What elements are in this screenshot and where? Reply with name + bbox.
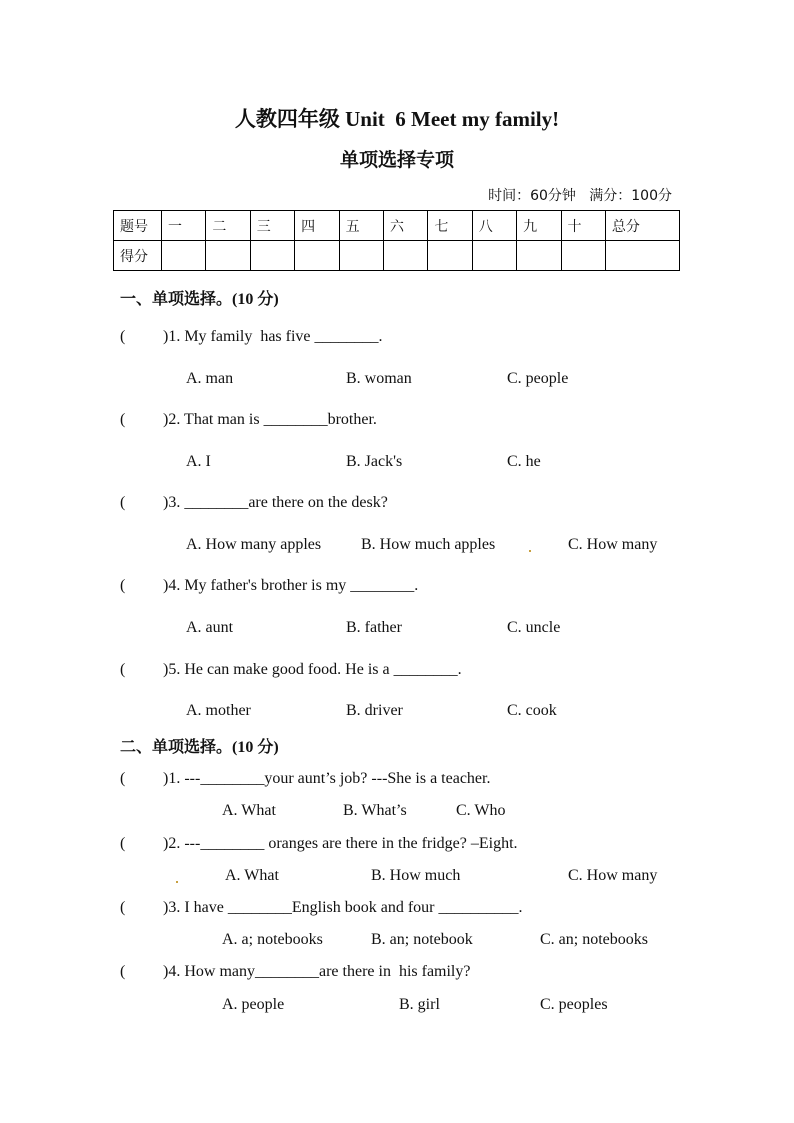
option-c: C. How many: [568, 536, 658, 553]
time-info: 时间：60分钟 满分：100分: [488, 188, 672, 204]
stray-dot: [529, 550, 531, 552]
score-cell[interactable]: [206, 241, 250, 271]
option-a: A. What: [225, 867, 279, 884]
option-c: C. an; notebooks: [540, 931, 648, 948]
page-subtitle: 单项选择专项: [339, 150, 454, 171]
score-cell[interactable]: [561, 241, 605, 271]
score-cell[interactable]: [383, 241, 427, 271]
option-a: A. man: [186, 370, 234, 387]
option-a: A. mother: [186, 702, 251, 719]
score-table-col: 四: [295, 211, 339, 241]
score-cell[interactable]: [472, 241, 516, 271]
question-text: )1. My family has five ________.: [163, 328, 383, 345]
score-cell[interactable]: [162, 241, 206, 271]
option-c: C. uncle: [507, 619, 561, 636]
question-text: )2. That man is ________brother.: [163, 411, 377, 428]
answer-paren[interactable]: (: [120, 899, 126, 916]
score-cell[interactable]: [250, 241, 294, 271]
option-b: B. an; notebook: [371, 931, 473, 948]
option-b: B. father: [346, 619, 402, 636]
option-b: B. woman: [346, 370, 412, 387]
question-text: )3. ________are there on the desk?: [163, 494, 388, 511]
score-table-col: 二: [206, 211, 250, 241]
stray-dot: [176, 881, 178, 883]
score-cell[interactable]: [339, 241, 383, 271]
question-text: )4. My father's brother is my ________.: [163, 577, 419, 594]
option-b: B. girl: [399, 996, 440, 1013]
question-text: )4. How many________are there in his family?: [163, 963, 471, 980]
score-table-col: 九: [517, 211, 561, 241]
option-a: A. aunt: [186, 619, 234, 636]
score-table-score-label: 得分: [114, 241, 162, 271]
option-a: A. I: [186, 453, 211, 470]
question-text: )1. ---________your aunt’s job? ---She is a teacher.: [163, 770, 491, 787]
score-table-col: 三: [250, 211, 294, 241]
score-table-col: 八: [472, 211, 516, 241]
option-a: A. What: [222, 802, 276, 819]
score-table-header-label: 题号: [114, 211, 162, 241]
score-cell[interactable]: [295, 241, 339, 271]
option-a: A. a; notebooks: [222, 931, 323, 948]
page-title: 人教四年级 Unit 6 Meet my family!: [234, 107, 560, 131]
score-table-col: 七: [428, 211, 472, 241]
answer-paren[interactable]: (: [120, 661, 126, 678]
answer-paren[interactable]: (: [120, 835, 126, 852]
score-table-col: 十: [561, 211, 605, 241]
score-table-col: 一: [162, 211, 206, 241]
section1-heading: 一、单项选择。(10 分): [120, 291, 279, 308]
question-text: )5. He can make good food. He is a ________.: [163, 661, 462, 678]
question-text: )3. I have ________English book and four __________.: [163, 899, 523, 916]
score-cell[interactable]: [517, 241, 561, 271]
option-a: A. How many apples: [186, 536, 322, 553]
option-b: B. Jack's: [346, 453, 403, 470]
answer-paren[interactable]: (: [120, 963, 126, 980]
option-b: B. How much: [371, 867, 461, 884]
option-c: C. How many: [568, 867, 658, 884]
score-table-score-row: [114, 241, 680, 271]
option-b: B. driver: [346, 702, 403, 719]
question-text: )2. ---________ oranges are there in the fridge? –Eight.: [163, 835, 518, 852]
score-cell[interactable]: [605, 241, 679, 271]
answer-paren[interactable]: (: [120, 577, 126, 594]
score-table-col: 总分: [605, 211, 679, 241]
score-cell[interactable]: [428, 241, 472, 271]
option-c: C. Who: [456, 802, 506, 819]
answer-paren[interactable]: (: [120, 328, 126, 345]
option-c: C. he: [507, 453, 541, 470]
option-b: B. What’s: [343, 802, 407, 819]
option-a: A. people: [222, 996, 285, 1013]
option-c: C. cook: [507, 702, 557, 719]
section2-heading: 二、单项选择。(10 分): [120, 739, 279, 756]
answer-paren[interactable]: (: [120, 770, 126, 787]
answer-paren[interactable]: (: [120, 411, 126, 428]
score-table-col: 六: [383, 211, 427, 241]
option-c: C. peoples: [540, 996, 608, 1013]
score-table: [113, 210, 680, 271]
score-table-header-row: [114, 211, 680, 241]
option-b: B. How much apples: [361, 536, 496, 553]
score-table-col: 五: [339, 211, 383, 241]
answer-paren[interactable]: (: [120, 494, 126, 511]
option-c: C. people: [507, 370, 569, 387]
